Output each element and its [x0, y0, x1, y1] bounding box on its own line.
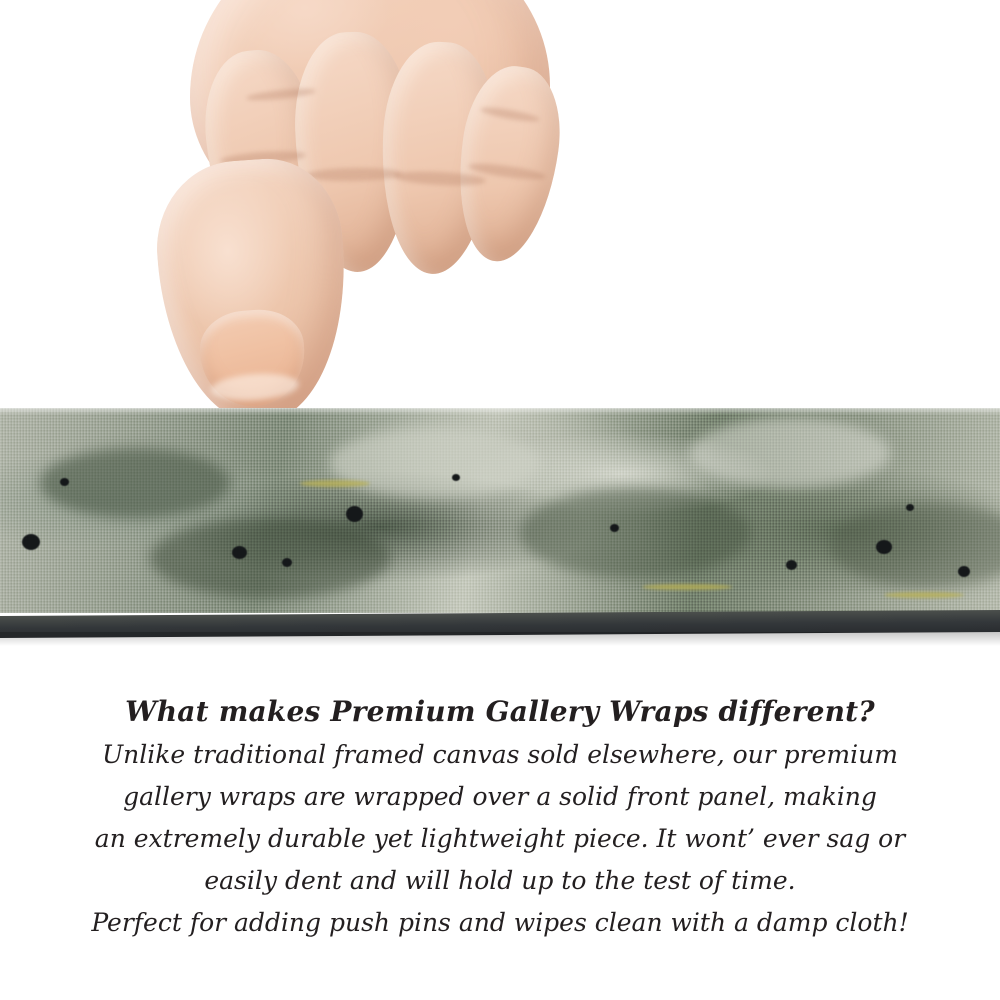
- canvas-dark-speck: [60, 478, 69, 486]
- caption-line-5: Perfect for adding push pins and wipes clean with a damp cloth!: [91, 908, 909, 937]
- canvas-dark-speck: [610, 524, 619, 532]
- canvas-dark-speck: [786, 560, 797, 570]
- canvas-dark-speck: [346, 506, 363, 522]
- canvas-dark-speck: [906, 504, 914, 511]
- caption-block: [0, 690, 1000, 944]
- canvas-edge-strip: [0, 408, 1000, 613]
- canvas-dark-speck: [232, 546, 247, 559]
- caption-line-2: gallery wraps are wrapped over a solid front panel, making: [123, 782, 877, 811]
- canvas-yellow-streak: [642, 584, 732, 590]
- hand-photo-region: [0, 0, 1000, 408]
- caption-line-1: Unlike traditional framed canvas sold elsewhere, our premium: [102, 740, 898, 769]
- canvas-yellow-streak: [884, 592, 964, 598]
- canvas-paint-splotch: [520, 488, 750, 578]
- canvas-drop-shadow: [0, 632, 1000, 646]
- caption-line-4: easily dent and will hold up to the test of time.: [204, 866, 796, 895]
- canvas-dark-speck: [282, 558, 292, 567]
- canvas-dark-speck: [452, 474, 460, 481]
- thumbnail: [197, 307, 307, 408]
- canvas-dark-speck: [876, 540, 892, 554]
- canvas-paint-splotch: [150, 518, 390, 598]
- canvas-dark-speck: [22, 534, 40, 550]
- caption-line-3: an extremely durable yet lightweight piece. It wont’ ever sag or: [94, 824, 906, 853]
- hand-illustration: [150, 0, 570, 408]
- canvas-paint-splotch: [690, 418, 890, 488]
- canvas-top-highlight: [0, 408, 1000, 415]
- canvas-yellow-streak: [300, 480, 370, 487]
- caption-heading: What makes Premium Gallery Wraps different?: [125, 695, 875, 728]
- thumb: [151, 154, 355, 408]
- canvas-dark-speck: [958, 566, 970, 577]
- canvas-paint-splotch: [330, 428, 540, 498]
